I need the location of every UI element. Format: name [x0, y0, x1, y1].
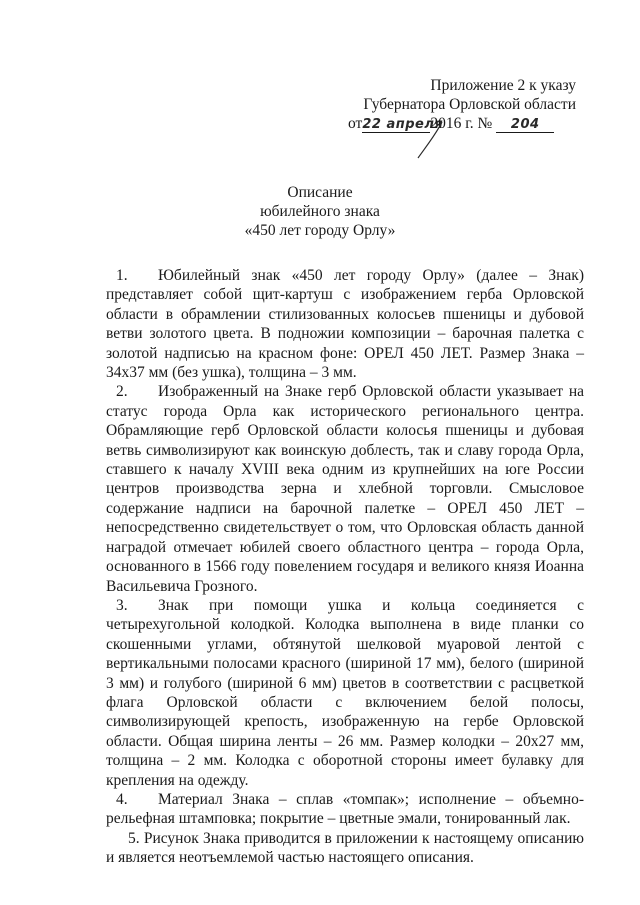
appendix-line-2: Губернатора Орловской области: [363, 96, 576, 113]
paragraph-2: [106, 382, 584, 595]
paragraph-1-text: Юбилейный знак «450 лет городу Орлу» (далее – Знак) представляет собой щит-картуш с изображением герба Орловской области в обрамлении стилизованных колосьев пшеницы и дубовой ветви золотого цвета. В подножии композиции – барочная палетка с золотой надписью на красном фоне: ОРЕЛ 450 ЛЕТ. Размер Знака – 34х37 мм (без ушка), толщина – 3 мм.: [106, 267, 584, 382]
paragraph-5-text: Рисунок Знака приводится в приложении к настоящему описанию и является неотъемлемой частью настоящего описания.: [106, 829, 584, 867]
paragraph-4: [106, 790, 584, 829]
paragraph-2-text: Изображенный на Знаке герб Орловской области указывает на статус города Орла как исторического регионального центра. Обрамляющие герб Орловской области колосья пшеницы и дубовая ветвь символизируют как воинскую доблесть, так и славу города Орла, ставшего к началу XVIII века одним из крупнейших на юге России центров производства зерна и хлебной торговли. Смысловое содержание надписи на барочной палетке – ОРЕЛ 450 ЛЕТ – непосредственно свидетельствует о том, что Орловская область данной наградой отмечает юбилей своего областного центра – города Орла, основанного в 1566 году повелением государя и великого князя Иоанна Васильевича Грозного.: [106, 383, 584, 595]
paragraph-3-number: 3.: [116, 596, 128, 614]
paragraph-1: [106, 266, 584, 382]
paragraph-1-number: 1.: [116, 267, 128, 284]
appendix-line-1: Приложение 2 к указу: [430, 77, 576, 94]
date-prefix: от: [348, 115, 363, 132]
handwritten-date: 22 апреля: [362, 117, 444, 132]
title-line-1: Описание: [287, 184, 353, 201]
handwritten-stroke: [412, 120, 452, 160]
paragraph-2-number: 2.: [116, 383, 128, 401]
paragraph-4-number: 4.: [116, 790, 128, 808]
paragraph-3-text: Знак при помощи ушка и кольца соединяется с четырехугольной колодкой. Колодка выполнена в виде планки со скошенными углами, обтянутой шелковой муаровой лентой с вертикальными полосами красного (шириной 17 мм), белого (шириной 3 мм) и голубого (шириной 6 мм) цветов в соответствии с расцветкой флага Орловской области с включением белой полосы, символизирующей крепость, изображенную на гербе Орловской области. Общая ширина ленты – 26 мм. Размер колодки – 20х27 мм, толщина – 2 мм. Колодка с оборотной стороны имеет булавку для крепления на одежду.: [106, 596, 584, 789]
document-title: [0, 183, 640, 240]
document-body: [106, 266, 584, 868]
title-line-3: «450 лет городу Орлу»: [244, 222, 396, 239]
paragraph-5: [106, 829, 584, 868]
handwritten-decree-number: 204: [496, 118, 554, 133]
paragraph-4-text: Материал Знака – сплав «томпак»; исполнение – объемно-рельефная штамповка; покрытие – цветные эмали, тонированный лак.: [106, 790, 584, 828]
decree-date-row: [330, 114, 590, 133]
paragraph-5-number: 5.: [128, 829, 140, 847]
paragraph-3: [106, 596, 584, 790]
appendix-header: [330, 76, 590, 133]
title-line-2: юбилейного знака: [260, 203, 380, 220]
year-label: 2016 г. №: [430, 115, 493, 132]
